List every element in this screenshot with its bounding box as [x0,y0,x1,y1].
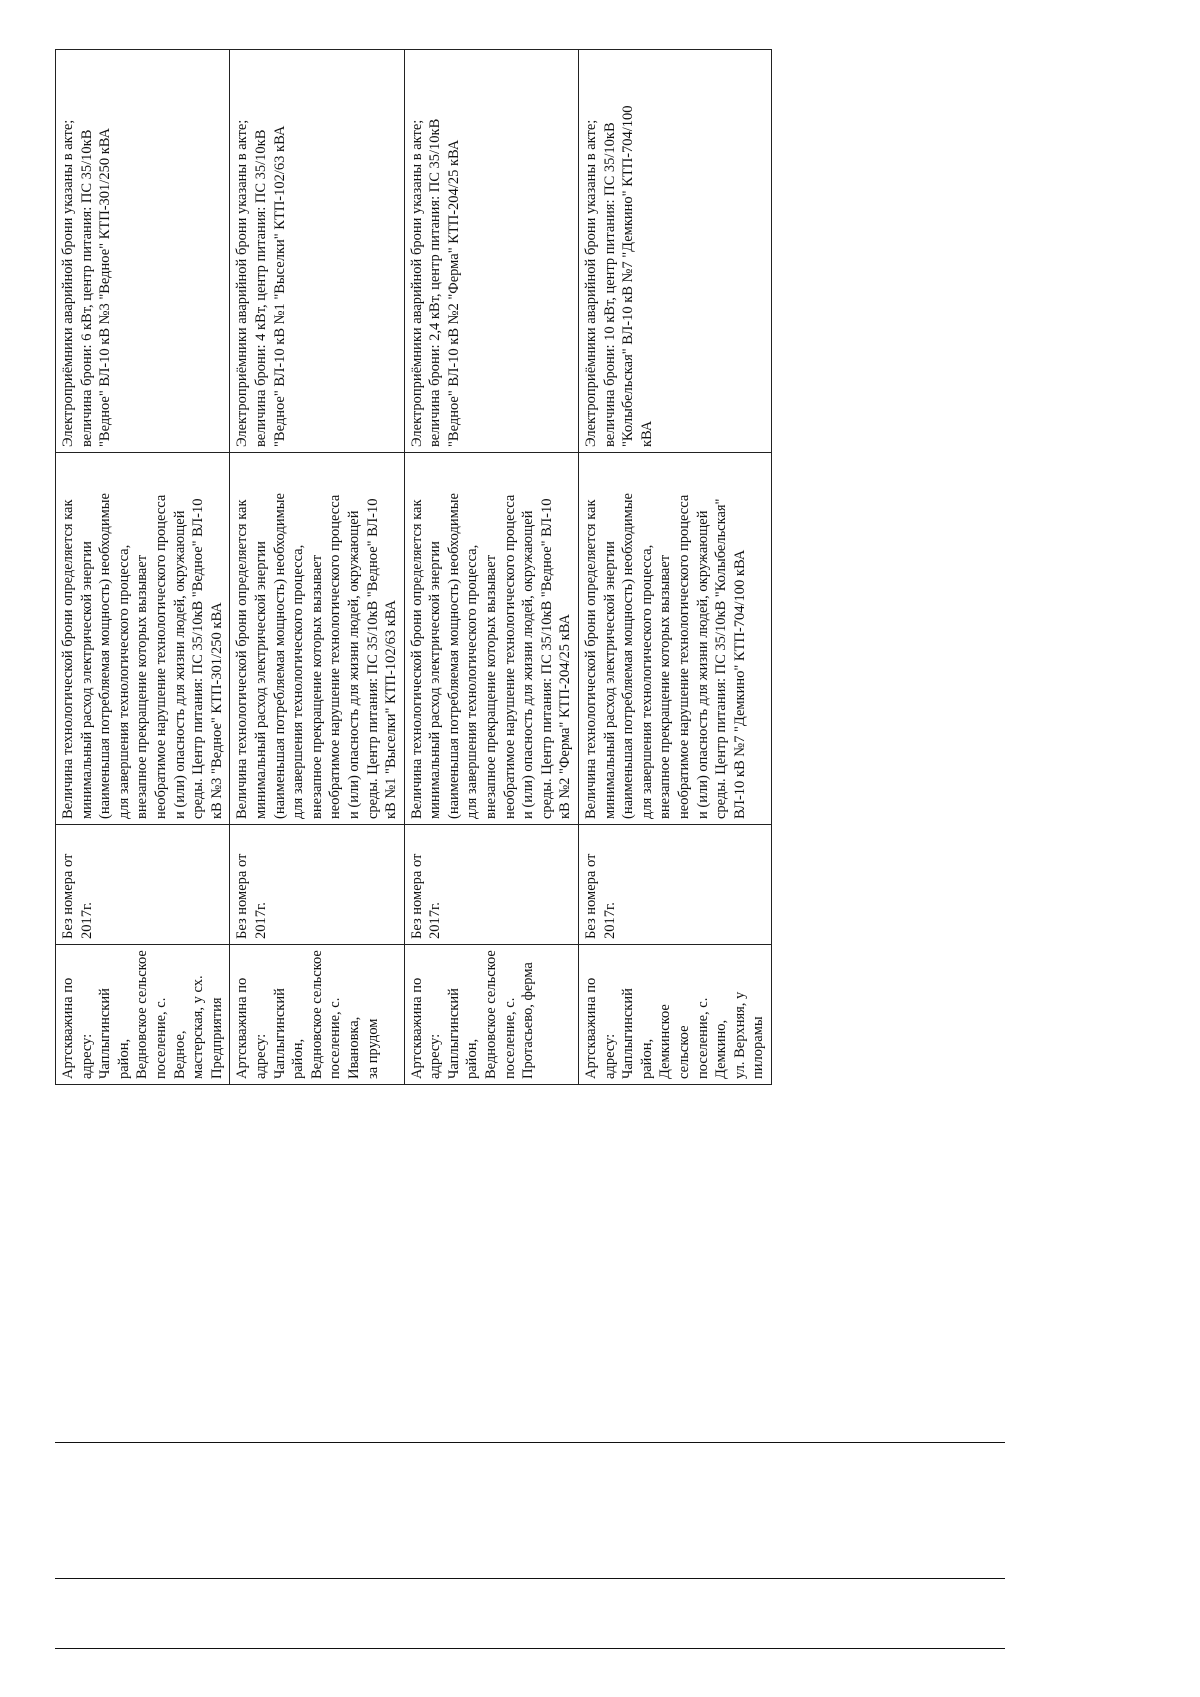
receivers-cell: Электроприёмники аварийной брони указаны в акте; величина брони: 10 кВт, центр питания: ПС 35/10кВ "Колыбельская" ВЛ-10 кВ №7 "Демкино" КТП-704/100 кВА [579,50,772,453]
horizontal-rule [55,1442,1005,1443]
receivers-cell: Электроприёмники аварийной брони указаны в акте; величина брони: 2,4 кВт, центр питания: ПС 35/10кВ "Ведное" ВЛ-10 кВ №2 "Ферма" КТП-204/25 кВА [404,50,578,453]
rotated-table-container [55,50,1090,1079]
table-row [404,50,578,1085]
calculation-cell: Величина технологической брони определяется как минимальный расход электрической энергии (наименьшая потребляемая мощность) необходимые для завершения технологического процесса, внезапное прекращение которых вызывает необратимое нарушение технологического процесса и (или) опасность для жизни людей, окружающей среды. Центр питания: ПС 35/10кВ "Ведное" ВЛ-10 кВ №3 "Ведное" КТП-301/250 кВА [56,453,230,825]
receivers-cell: Электроприёмники аварийной брони указаны в акте; величина брони: 4 кВт, центр питания: ПС 35/10кВ "Ведное" ВЛ-10 кВ №1 "Выселки" КТП-102/63 кВА [230,50,404,453]
receivers-cell: Электроприёмники аварийной брони указаны в акте; величина брони: 6 кВт, центр питания: ПС 35/10кВ "Ведное" ВЛ-10 кВ №3 "Ведное" КТП-301/250 кВА [56,50,230,453]
table-row [56,50,230,1085]
calculation-cell: Величина технологической брони определяется как минимальный расход электрической энергии (наименьшая потребляемая мощность) необходимые для завершения технологического процесса, внезапное прекращение которых вызывает необратимое нарушение технологического процесса и (или) опасность для жизни людей, окружающей среды. Центр питания: ПС 35/10кВ "Колыбельская" ВЛ-10 кВ №7 "Демкино" КТП-704/100 кВА [579,453,772,825]
document-cell: Без номера от 2017г. [56,825,230,945]
horizontal-rule [55,1578,1005,1579]
reservation-table [55,49,772,1085]
calculation-cell: Величина технологической брони определяется как минимальный расход электрической энергии (наименьшая потребляемая мощность) необходимые для завершения технологического процесса, внезапное прекращение которых вызывает необратимое нарушение технологического процесса и (или) опасность для жизни людей, окружающей среды. Центр питания: ПС 35/10кВ "Ведное" ВЛ-10 кВ №1 "Выселки" КТП-102/63 кВА [230,453,404,825]
calculation-cell: Величина технологической брони определяется как минимальный расход электрической энергии (наименьшая потребляемая мощность) необходимые для завершения технологического процесса, внезапное прекращение которых вызывает необратимое нарушение технологического процесса и (или) опасность для жизни людей, окружающей среды. Центр питания: ПС 35/10кВ "Ведное" ВЛ-10 кВ №2 "Ферма" КТП-204/25 кВА [404,453,578,825]
address-cell: Артскважина по адресу: Чаплыгинский район, Демкинское сельское поселение, с. Демкино, ул. Верхняя, у пилорамы [579,945,772,1085]
document-cell: Без номера от 2017г. [230,825,404,945]
document-cell: Без номера от 2017г. [579,825,772,945]
table-row [230,50,404,1085]
address-cell: Артскважина по адресу: Чаплыгинский район, Ведновское сельское поселение, с. Ивановка, за прудом [230,945,404,1085]
address-cell: Артскважина по адресу: Чаплыгинский район, Ведновское сельское поселение, с. Протасьево, ферма [404,945,578,1085]
horizontal-rule [55,1648,1005,1649]
address-cell: Артскважина по адресу: Чаплыгинский район, Ведновское сельское поселение, с. Ведное, мастерская, у сх. Предприятия [56,945,230,1085]
rotated-table-frame [55,50,767,1085]
document-cell: Без номера от 2017г. [404,825,578,945]
table-row [579,50,772,1085]
